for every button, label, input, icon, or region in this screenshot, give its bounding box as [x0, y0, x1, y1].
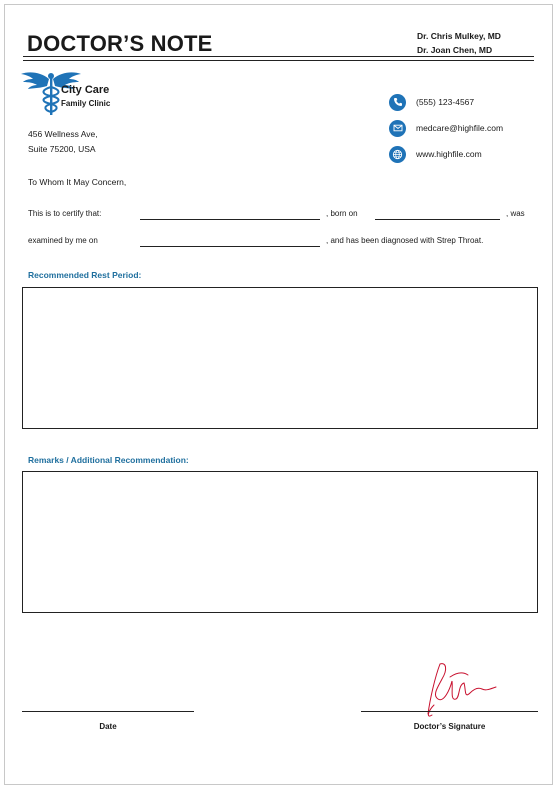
- born-on-label: , born on: [326, 209, 358, 218]
- contact-phone-row: [389, 93, 474, 111]
- patient-name-blank[interactable]: [140, 219, 320, 220]
- doctor-names: [417, 29, 501, 57]
- diagnosis-text: , and has been diagnosed with Strep Throat.: [326, 236, 484, 245]
- birth-date-blank[interactable]: [375, 219, 500, 220]
- remarks-box[interactable]: [22, 471, 538, 613]
- document-title: DOCTOR’S NOTE: [27, 31, 213, 56]
- globe-icon: [389, 146, 406, 163]
- contact-phone: (555) 123-4567: [416, 97, 475, 107]
- rest-period-box[interactable]: [22, 287, 538, 429]
- examined-label: examined by me on: [28, 236, 98, 245]
- was-label: , was: [506, 209, 525, 218]
- certify-label: This is to certify that:: [28, 209, 102, 218]
- clinic-address: [28, 127, 98, 157]
- header-rule-thick: [23, 56, 534, 57]
- clinic-name: City Care: [61, 84, 110, 96]
- doctor-name-1: Dr. Chris Mulkey, MD: [417, 31, 501, 41]
- header-rule-thin: [23, 60, 534, 61]
- contact-website-row: [389, 145, 482, 163]
- envelope-icon: [389, 120, 406, 137]
- greeting: To Whom It May Concern,: [28, 177, 127, 187]
- address-line-1: 456 Wellness Ave,: [28, 129, 98, 139]
- document-page: [4, 4, 553, 785]
- signature-label: Doctor’s Signature: [413, 722, 486, 731]
- contact-email[interactable]: medcare@highfile.com: [416, 123, 504, 133]
- clinic-subtitle: Family Clinic: [61, 99, 111, 108]
- date-line[interactable]: [22, 711, 194, 712]
- remarks-label: Remarks / Additional Recommendation:: [28, 455, 189, 465]
- doctor-name-2: Dr. Joan Chen, MD: [417, 45, 493, 55]
- signature-line[interactable]: [361, 711, 538, 712]
- contact-email-row: [389, 119, 503, 137]
- contact-website[interactable]: www.highfile.com: [416, 149, 482, 159]
- phone-icon: [389, 94, 406, 111]
- exam-date-blank[interactable]: [140, 246, 320, 247]
- address-line-2: Suite 75200, USA: [28, 144, 96, 154]
- date-label: Date: [99, 722, 117, 731]
- rest-period-label: Recommended Rest Period:: [28, 270, 142, 280]
